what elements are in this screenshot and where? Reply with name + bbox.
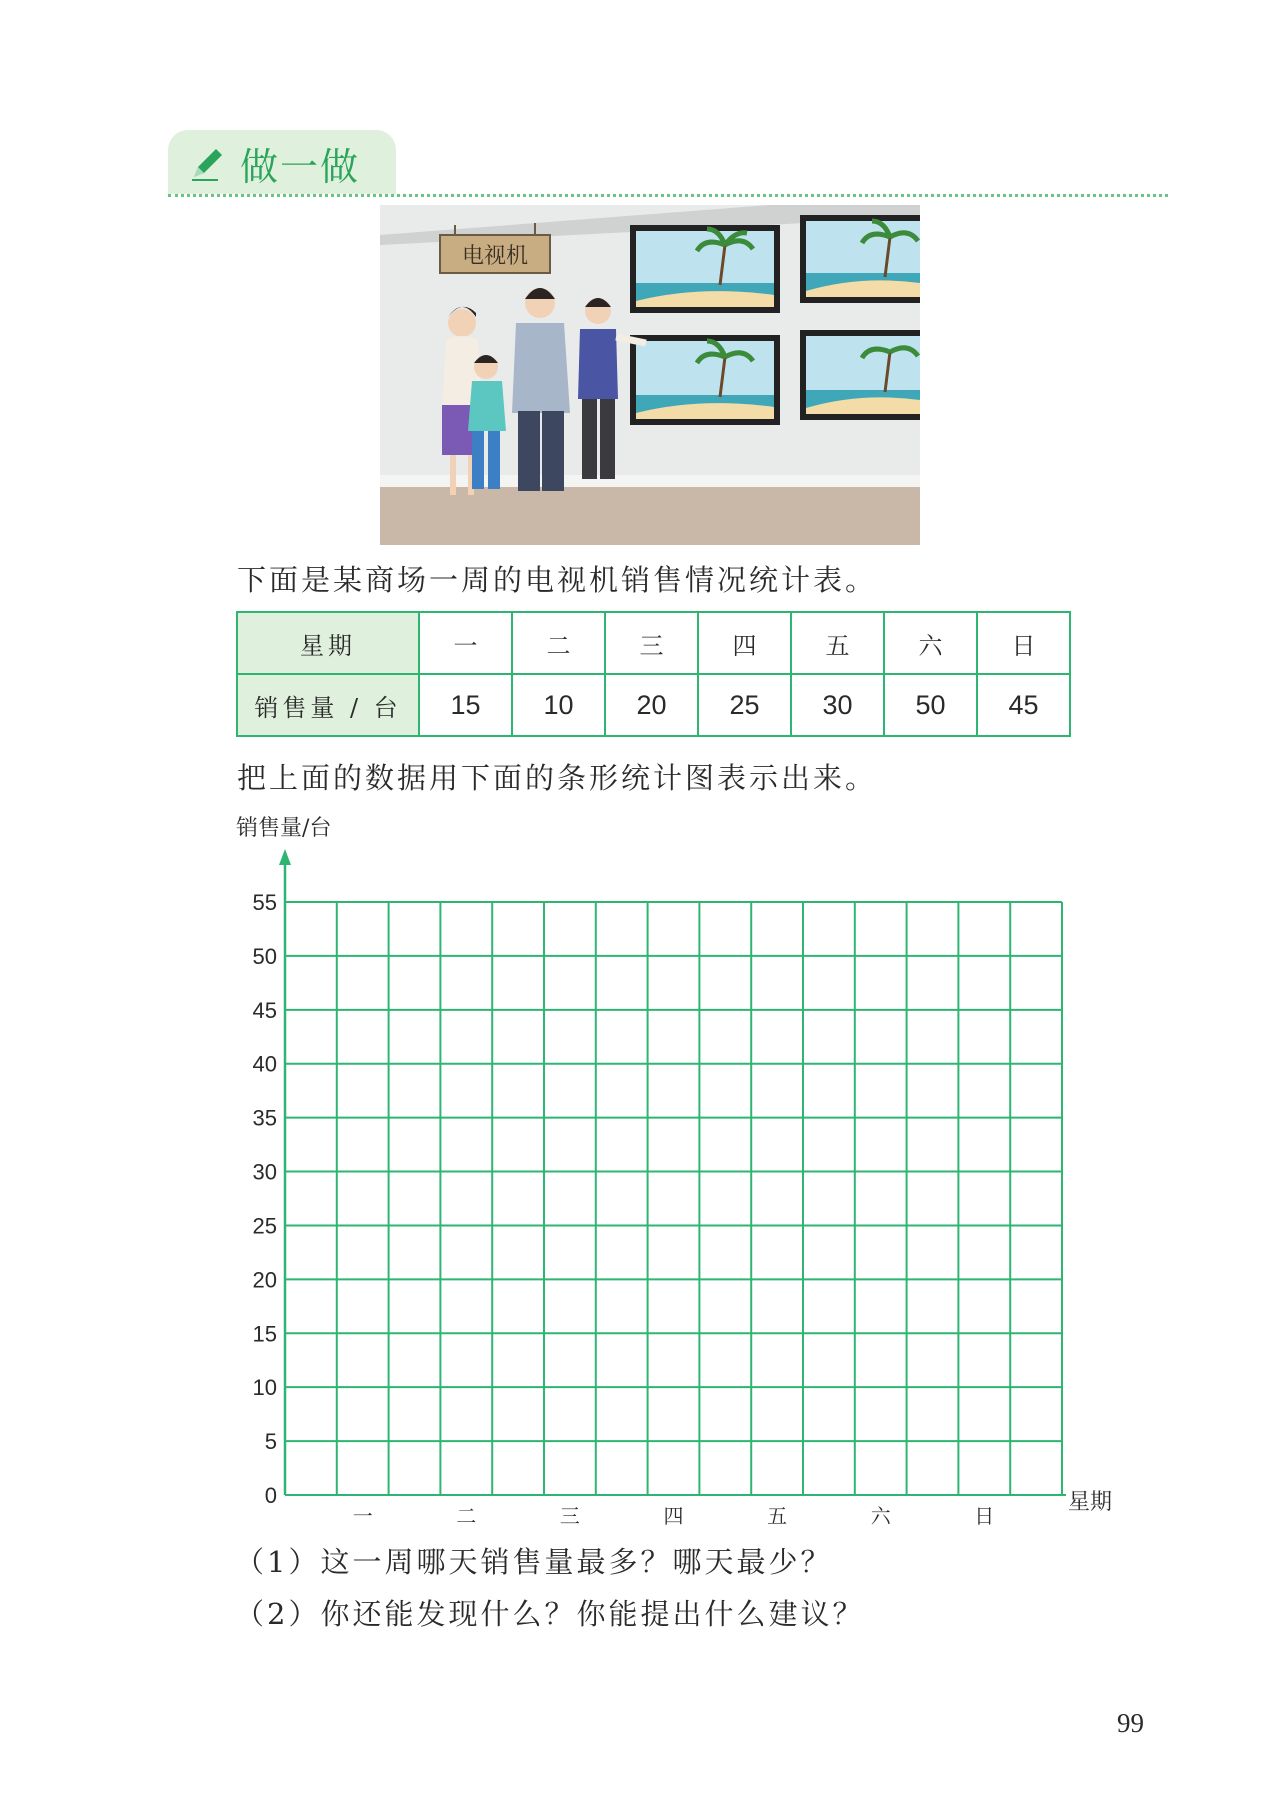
y-axis-label: 销售量/台 [236,816,332,841]
table-cell: 20 [605,674,698,736]
y-tick-label: 45 [252,997,277,1023]
sign-text: 电视机 [461,244,529,269]
y-tick-label: 35 [252,1105,277,1131]
y-tick-label: 40 [252,1051,277,1077]
tv-screen [630,225,780,313]
y-tick-label: 15 [252,1321,277,1347]
y-tick-label: 25 [252,1213,277,1239]
table-cell: 五 [791,612,884,674]
x-tick-label: 六 [870,1504,891,1525]
chart-grid [279,849,1066,1495]
pencil-icon [188,143,228,183]
page-number: 99 [1117,1708,1144,1738]
tv-screen [630,335,780,425]
bar-chart-grid [200,805,1150,1525]
x-tick-label: 日 [974,1504,995,1525]
intro-text: 下面是某商场一周的电视机销售情况统计表。 [237,563,878,597]
y-tick-label: 20 [252,1267,277,1293]
tv-store-illustration [380,205,920,545]
x-tick-label: 二 [456,1504,477,1525]
table-cell: 三 [605,612,698,674]
table-header-sales: 销售量 / 台 [237,674,419,736]
x-axis-label: 星期 [1068,1490,1113,1515]
y-tick-label: 0 [264,1483,277,1508]
x-tick-labels [353,1504,995,1525]
table-cell: 六 [884,612,977,674]
table-row [237,674,1070,736]
y-tick-label: 10 [252,1375,277,1401]
question-1: （1）这一周哪天销售量最多？哪天最少？ [235,1545,833,1579]
table-cell: 25 [698,674,791,736]
table-cell: 二 [512,612,605,674]
y-axis-arrow-icon [279,849,291,865]
table-cell: 四 [698,612,791,674]
table-cell: 日 [977,612,1070,674]
x-tick-label: 五 [767,1504,788,1525]
table-cell: 10 [512,674,605,736]
section-title: 做一做 [240,145,361,189]
x-tick-label: 三 [559,1504,580,1525]
instruction-text: 把上面的数据用下面的条形统计图表示出来。 [237,761,878,795]
table-cell: 15 [419,674,512,736]
table-cell: 一 [419,612,512,674]
y-tick-label: 55 [252,890,277,915]
dotted-divider [168,194,1168,197]
table-cell: 50 [884,674,977,736]
sales-table [236,611,1071,737]
table-row [237,612,1070,674]
tv-screen [800,215,920,303]
table-cell: 45 [977,674,1070,736]
y-tick-label: 30 [252,1159,277,1185]
table-header-day: 星期 [237,612,419,674]
y-tick-labels [253,890,277,1508]
table-cell: 30 [791,674,884,736]
tv-screen [800,330,920,420]
y-tick-label: 5 [264,1429,277,1455]
x-tick-label: 四 [663,1504,684,1525]
y-tick-label: 50 [252,943,277,969]
question-2: （2）你还能发现什么？你能提出什么建议？ [235,1597,865,1631]
x-tick-label: 一 [352,1504,373,1525]
